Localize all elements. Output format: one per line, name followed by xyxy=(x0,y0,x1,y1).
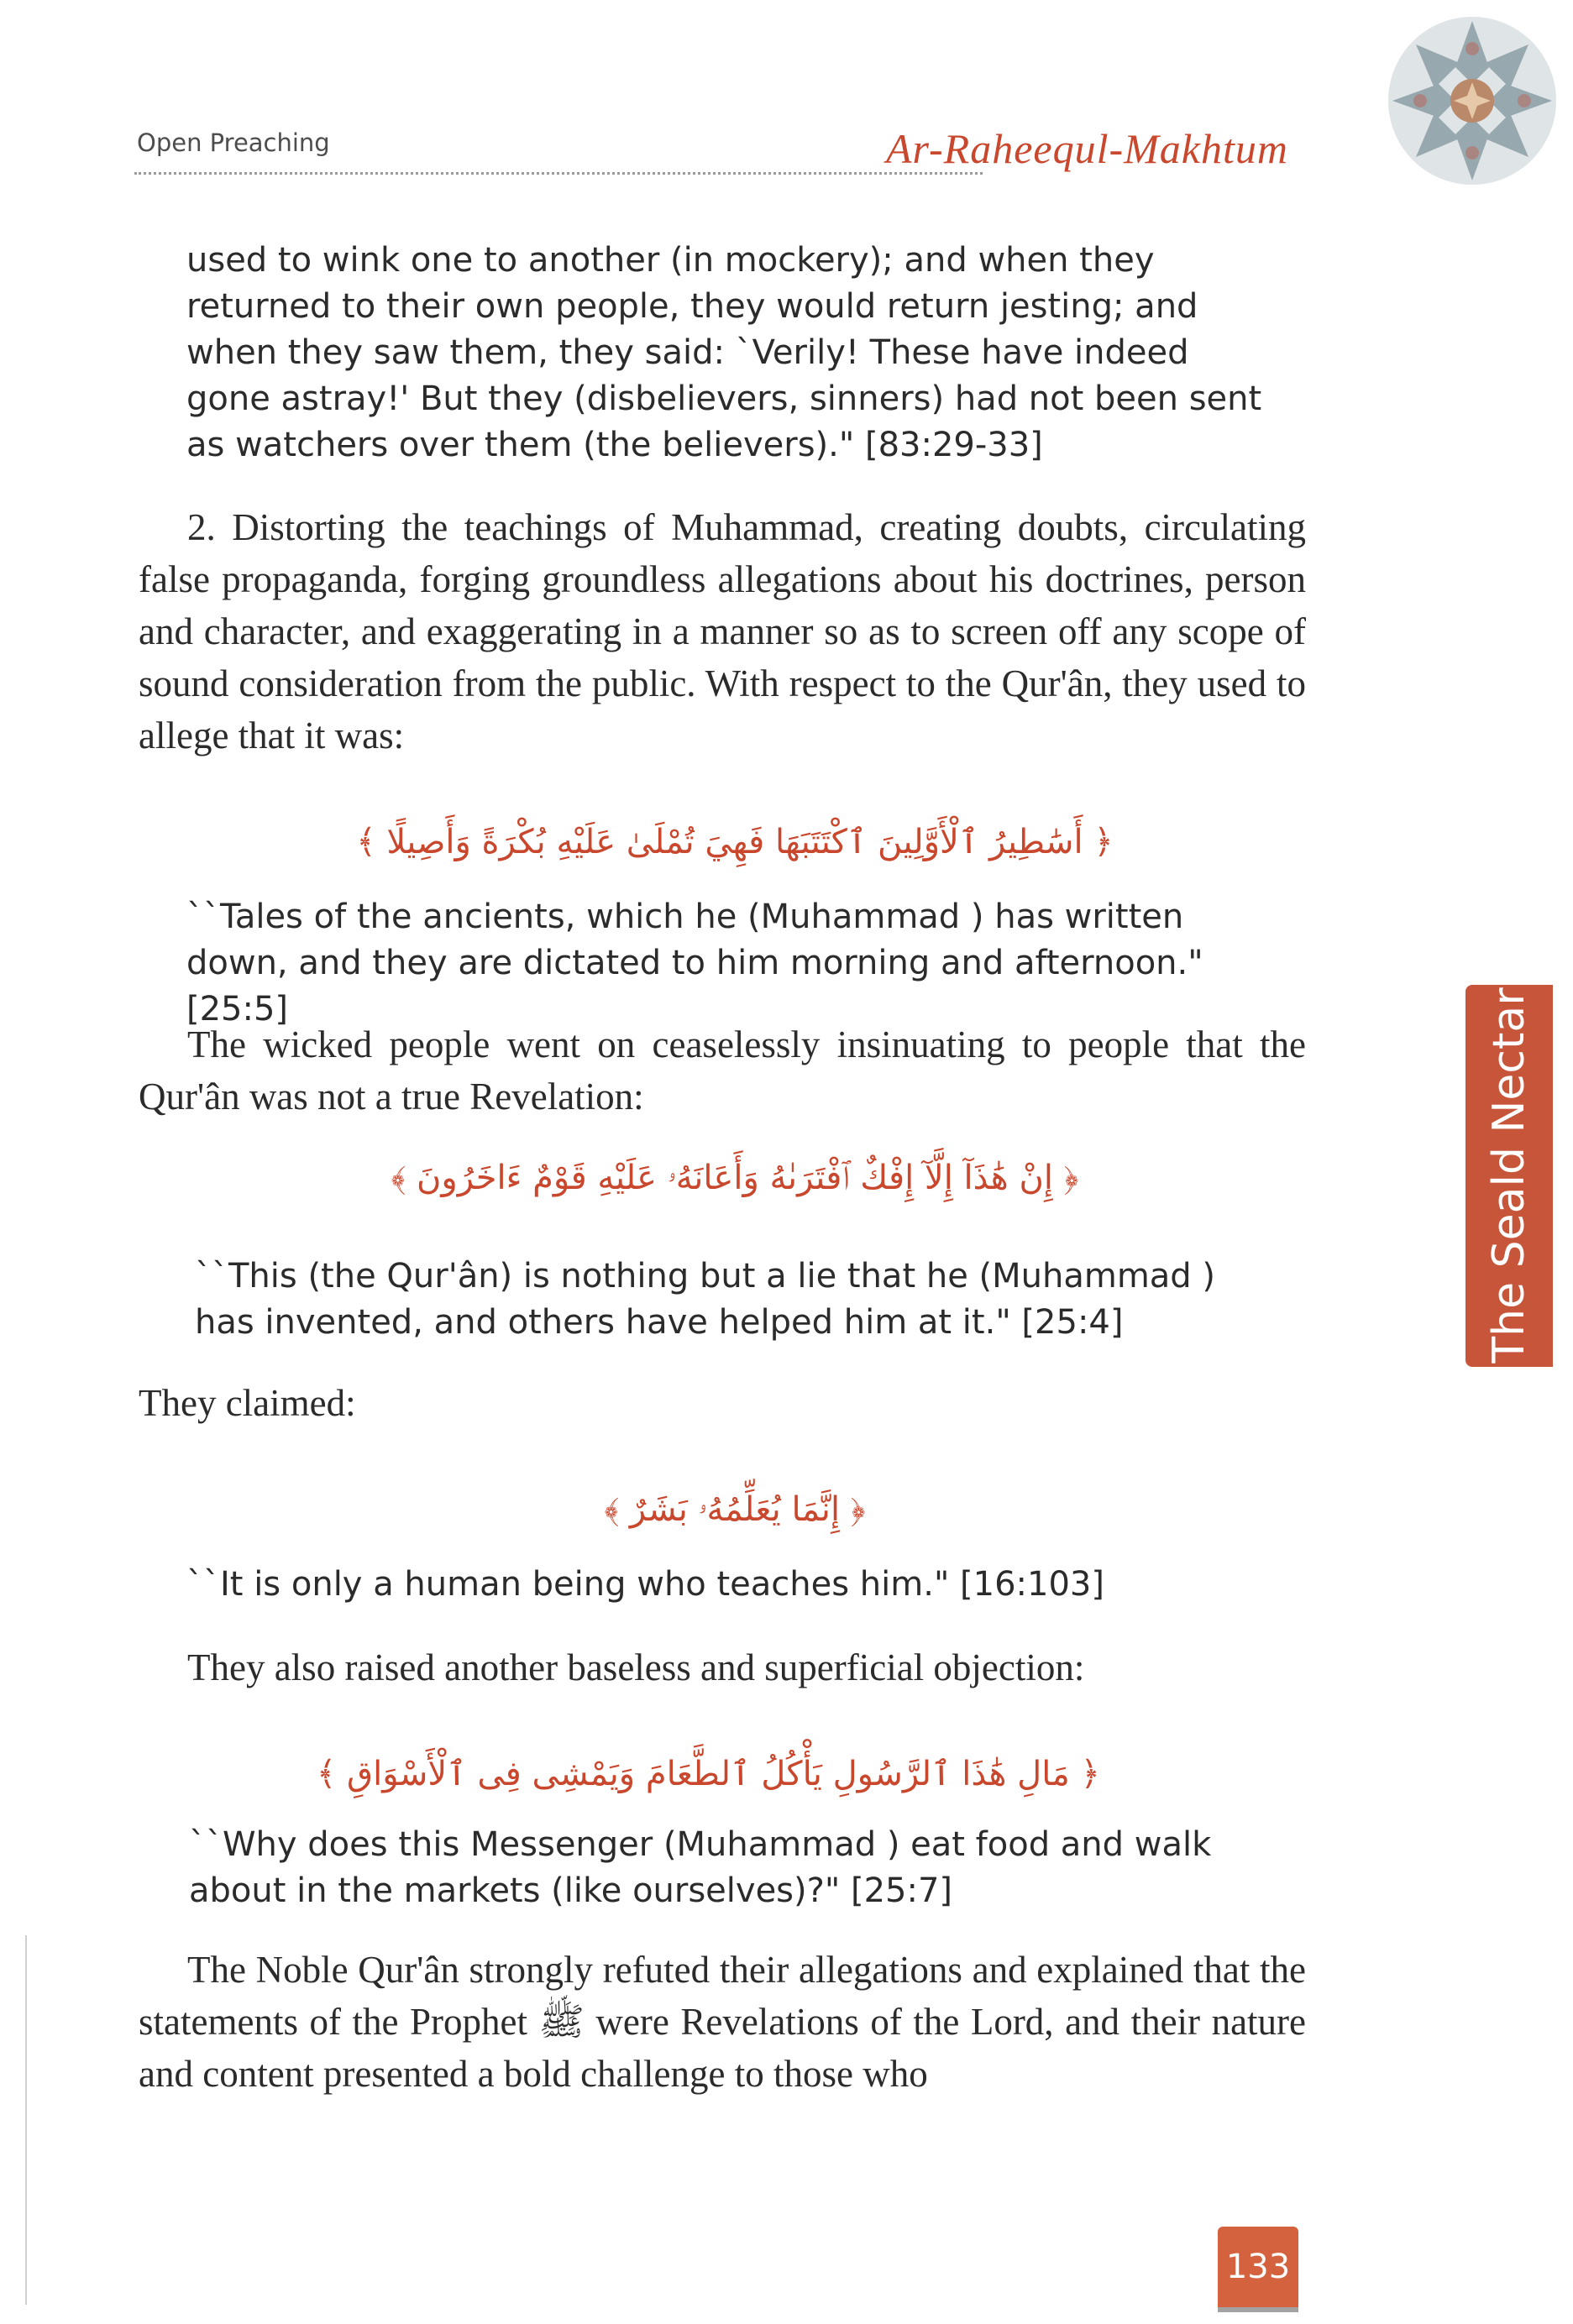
running-head: Open Preaching xyxy=(137,128,330,157)
quote-25-7: ``Why does this Messenger (Muhammad ) eat food and walk about in the markets (like ourselves)?" [25:7] xyxy=(189,1825,1212,1910)
arabic-verse-25-4: ﴿ إِنْ هَٰذَآ إِلَّآ إِفْكٌ ٱفْتَرَىٰهُ وَأَعَانَهُۥ عَلَيْهِ قَوْمٌ ءَاخَرُونَ ﴾ xyxy=(391,1159,1079,1197)
paragraph-insinuating: The wicked people went on ceaselessly insinuating to people that the Qur'ân was not a true Revelation: xyxy=(139,1023,1306,1118)
paragraph-another-objection: They also raised another baseless and superficial objection: xyxy=(187,1646,1085,1688)
page-number-box xyxy=(1218,2227,1298,2307)
arabic-verse-25-7: ﴿ مَالِ هَٰذَا ٱلرَّسُولِ يَأْكُلُ ٱلطَّعَامَ وَيَمْشِى فِى ٱلْأَسْوَاقِ ﴾ xyxy=(316,1755,1100,1793)
quote-83-29-33: used to wink one to another (in mockery); and when they returned to their own people, they would return jesting; and when they saw them, they said: `Verily! These have indeed gone astray!' But they (disbelievers, sinners) had not been sent as watchers over them (the believers)." [83:29-33] xyxy=(186,241,1262,464)
paragraph-distorting-teachings: 2. Distorting the teachings of Muhammad, creating doubts, circulating false propaganda, forging groundless allegations about his doctrines, person and character, and exaggerating in a manner so as to screen off any scope of sound consideration from the public. With respect to the Qur'ân, they used to allege that it was: xyxy=(139,506,1306,756)
quote-16-103: ``It is only a human being who teaches him." [16:103] xyxy=(186,1565,1104,1604)
side-tab xyxy=(1466,985,1553,1367)
corner-ornament xyxy=(1359,8,1573,202)
header-rule xyxy=(134,172,983,175)
quote-25-5: ``Tales of the ancients, which he (Muhammad ) has written down, and they are dictated to him morning and afternoon." [25:5] xyxy=(186,898,1203,1029)
paragraph-they-claimed: They claimed: xyxy=(139,1382,356,1424)
page-number: 133 xyxy=(1225,2248,1291,2286)
page-edge-line xyxy=(25,1935,27,2305)
page-number-rule xyxy=(1218,2307,1298,2312)
side-tab-label: The Seald Nectar xyxy=(1484,987,1534,1364)
arabic-verse-16-103: ﴿ إِنَّمَا يُعَلِّمُهُۥ بَشَرٌ ﴾ xyxy=(604,1490,866,1529)
paragraph-noble-quran-refuted: The Noble Qur'ân strongly refuted their allegations and explained that the statements of the Prophet ﷺ were Revelations of the Lord, and their nature and content presented a bold challenge to those who xyxy=(139,1949,1306,2095)
quote-25-4: ``This (the Qur'ân) is nothing but a lie that he (Muhammad ) has invented, and others have helped him at it." [25:4] xyxy=(195,1257,1215,1342)
arabic-verse-25-5: ﴿ أَسَٰطِيرُ ٱلْأَوَّلِينَ ٱكْتَتَبَهَا فَهِيَ تُمْلَىٰ عَلَيْهِ بُكْرَةً وَأَصِيلًا ﴾ xyxy=(356,823,1114,861)
book-logo: Ar-Raheequl-Makhtum xyxy=(886,125,1288,172)
